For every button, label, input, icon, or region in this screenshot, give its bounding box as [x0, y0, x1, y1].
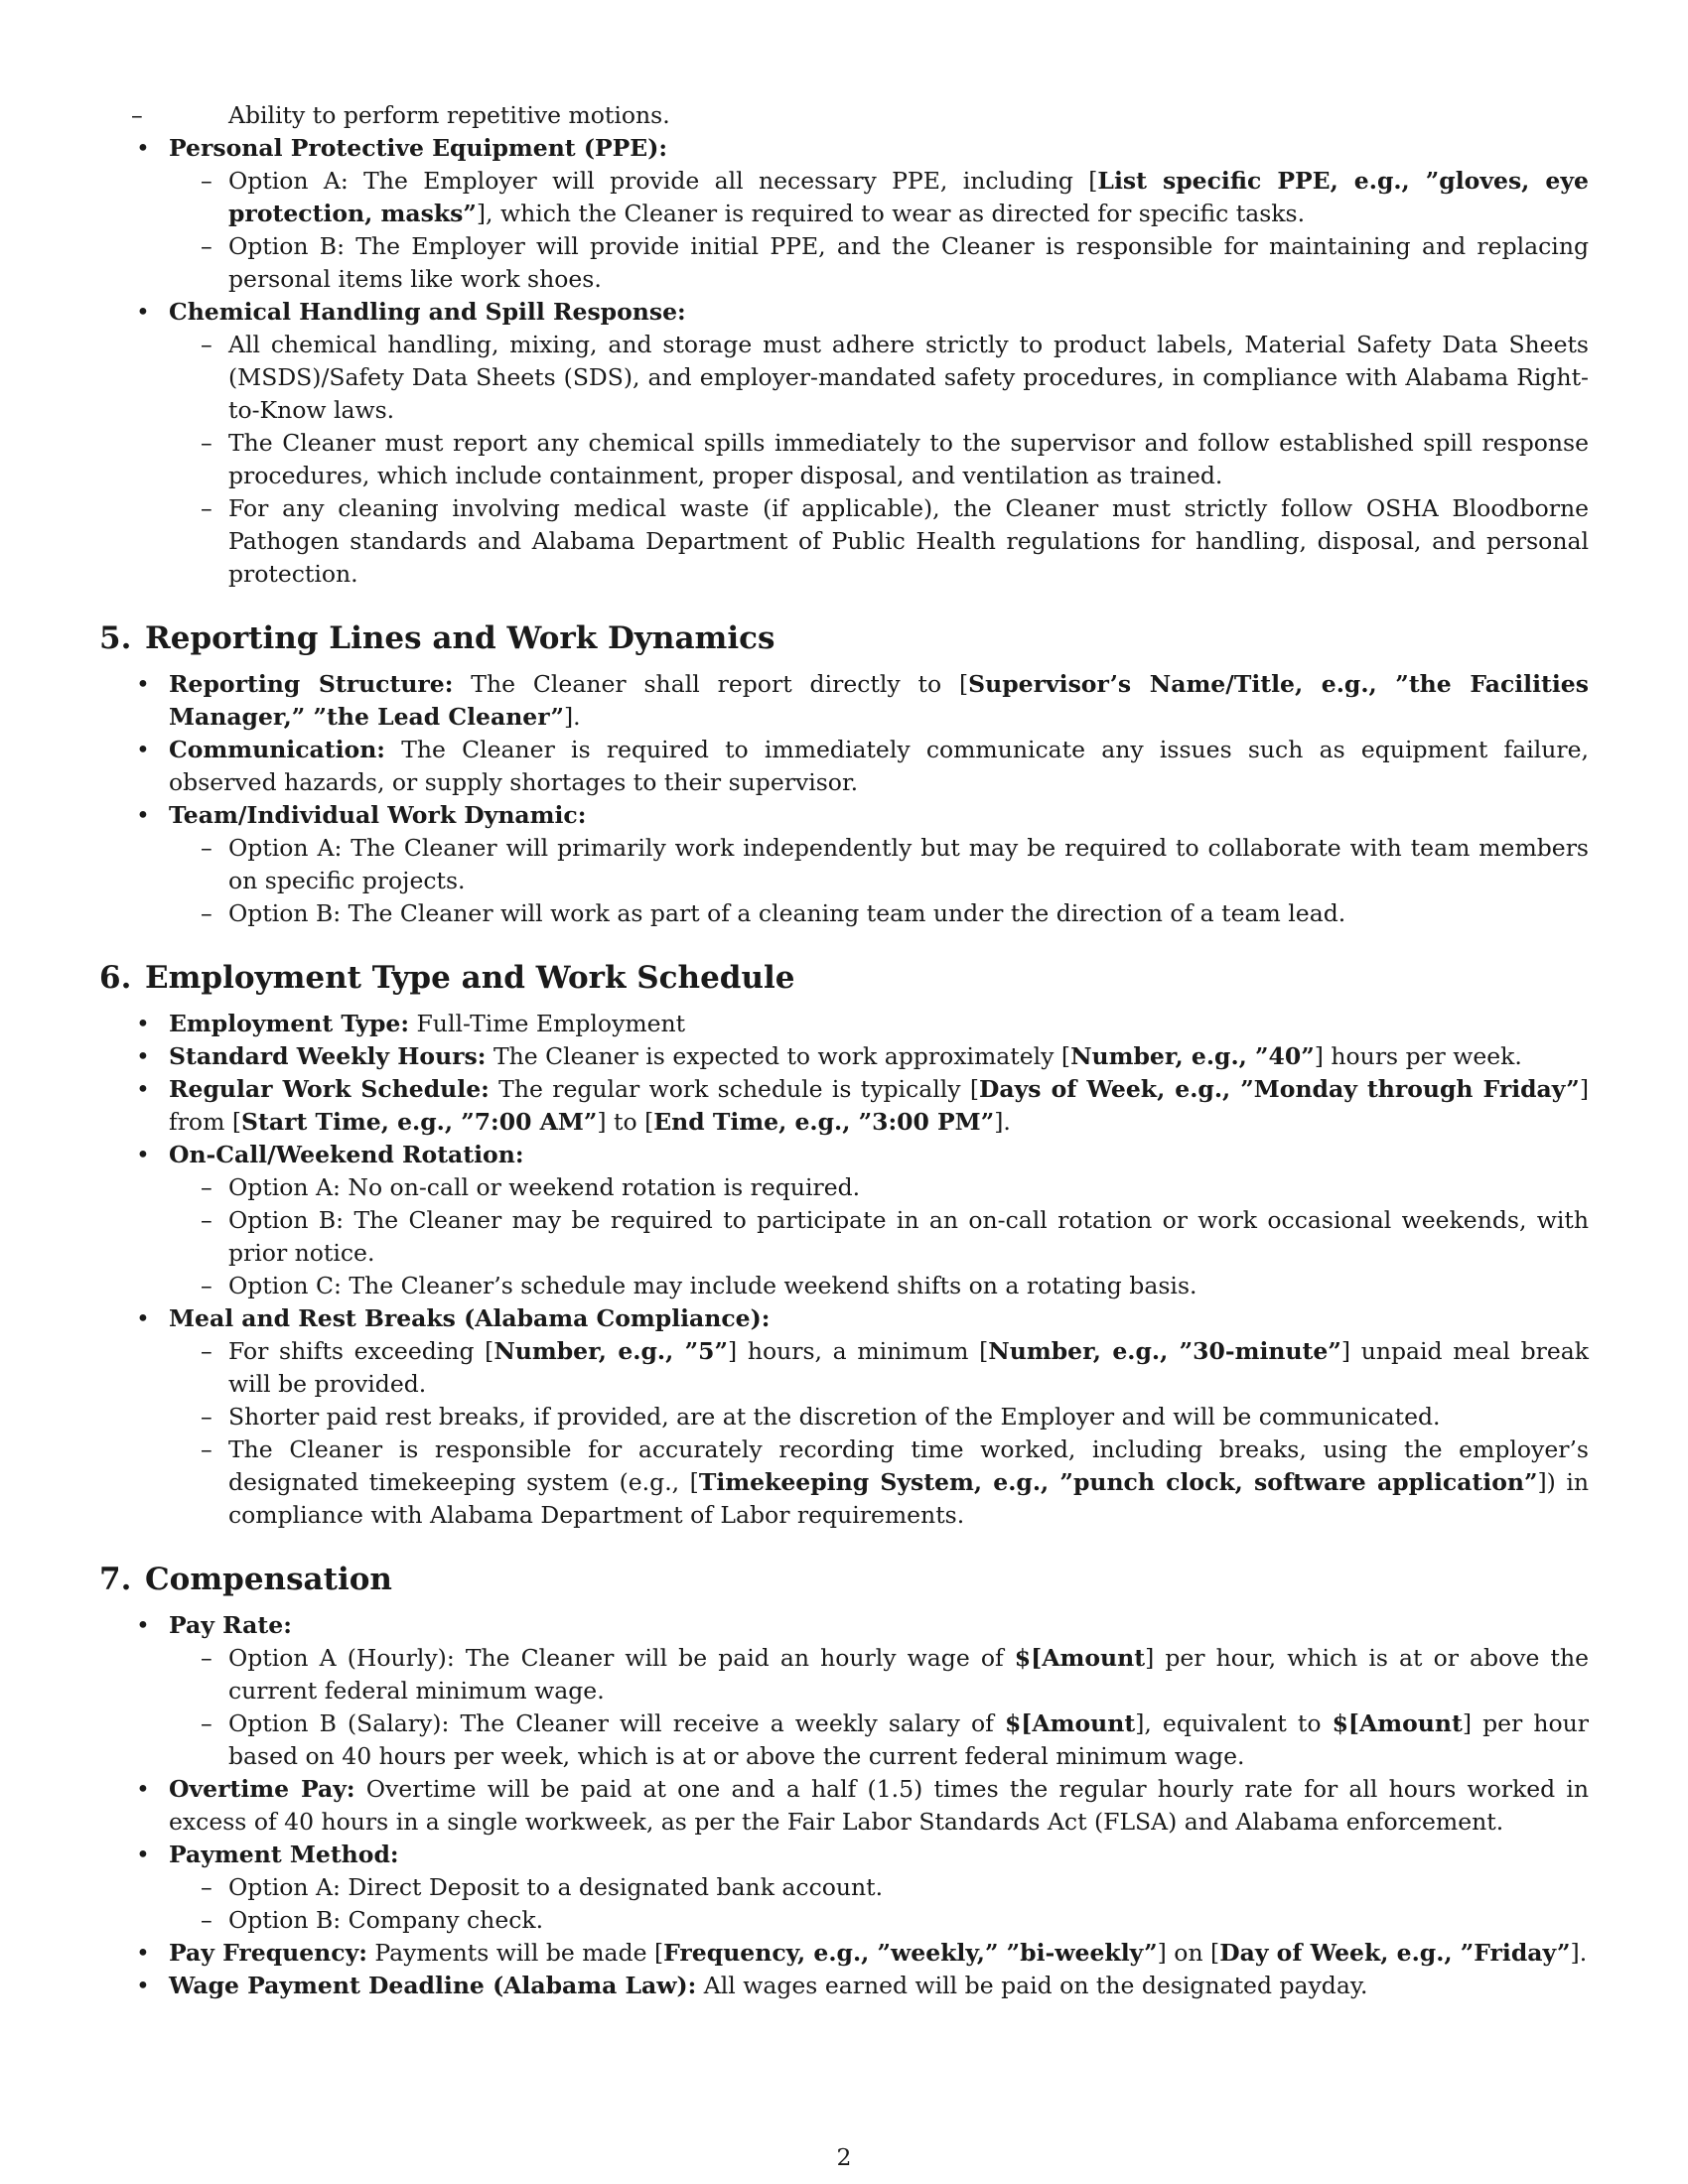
list-item: – Option C: The Cleaner’s schedule may include weekend shifts on a rotating basis.: [169, 1270, 1589, 1302]
chemical-item: [99, 296, 1589, 591]
reporting-item: • Reporting Structure: The Cleaner shall report directly to [Supervisor’s Name/Title, e.g., ”the Facilities Manager,” ”the Lead Cleaner”].: [99, 668, 1589, 734]
page-content: [99, 99, 1589, 2002]
list-item: – Option B: The Employer will provide initial PPE, and the Cleaner is responsible for maintaining and replacing personal items like work shoes.: [169, 230, 1589, 296]
page-number: 2: [836, 2143, 852, 2171]
chemical-options: [169, 329, 1589, 591]
continued-list: [99, 99, 1589, 132]
list-item: – Option A: Direct Deposit to a designated bank account.: [169, 1871, 1589, 1904]
meal-options: [169, 1335, 1589, 1532]
section-heading-5: 5. Reporting Lines and Work Dynamics: [99, 620, 775, 656]
list-item: – Option B: The Cleaner will work as part of a cleaning team under the direction of a team lead.: [169, 897, 1589, 930]
payment-deadline-item: • Wage Payment Deadline (Alabama Law): All wages earned will be paid on the designated payday.: [99, 1970, 1589, 2002]
list-item: – For shifts exceeding [Number, e.g., ”5”] hours, a minimum [Number, e.g., ”30-minute”] unpaid meal break will be provided.: [169, 1335, 1589, 1401]
list-item: – The Cleaner must report any chemical spills immediately to the supervisor and follow established spill response procedures, which include containment, proper disposal, and ventilation as trained.: [169, 427, 1589, 492]
list-item: – The Cleaner is responsible for accurately recording time worked, including breaks, using the employer’s designated timekeeping system (e.g., [Timekeeping System, e.g., ”punch clock, software application”]) in compliance with Alabama Department of Labor requirements.: [169, 1433, 1589, 1532]
section-heading-6: 6. Employment Type and Work Schedule: [99, 960, 795, 996]
safety-list: [99, 132, 1589, 591]
overtime-item: • Overtime Pay: Overtime will be paid at one and a half (1.5) times the regular hourly rate for all hours worked in excess of 40 hours in a single workweek, as per the Fair Labor Standards Act (FLSA) and Alabama enforcement.: [99, 1773, 1589, 1839]
payment-method-options: [169, 1871, 1589, 1937]
chemical-label: Chemical Handling and Spill Response:: [169, 298, 686, 326]
section-5-list: [99, 668, 1589, 930]
pay-rate-item: • Pay Rate: – Option A (Hourly): The Cleaner will be paid an hourly wage of $[Amount] per hour, which is at or above the current federal minimum wage. – Option B (Salary): The Cleaner will receive a weekly salary of $[Amount], equivalent to $[Amount] per hour based on 40 hours per week, which is at or above the current federal minimum wage.: [99, 1609, 1589, 1773]
ppe-options: [169, 165, 1589, 296]
section-6-list: [99, 1008, 1589, 1532]
team-item: • Team/Individual Work Dynamic: – Option A: The Cleaner will primarily work independently but may be required to collaborate with team members on specific projects. – Option B: The Cleaner will work as part of a cleaning team under the direction of a team lead.: [99, 799, 1589, 930]
list-item: – Option B (Salary): The Cleaner will receive a weekly salary of $[Amount], equivalent to $[Amount] per hour based on 40 hours per week, which is at or above the current federal minimum wage.: [169, 1707, 1589, 1773]
weekly-hours-item: • Standard Weekly Hours: The Cleaner is expected to work approximately [Number, e.g., ”40”] hours per week.: [99, 1040, 1589, 1073]
list-item: – Option A: The Cleaner will primarily work independently but may be required to collaborate with team members on specific projects.: [169, 832, 1589, 897]
list-item: – Shorter paid rest breaks, if provided, are at the discretion of the Employer and will be communicated.: [169, 1401, 1589, 1433]
list-item: – Ability to perform repetitive motions.: [99, 99, 1589, 132]
list-item: – Option B: Company check.: [169, 1904, 1589, 1937]
communication-item: • Communication: The Cleaner is required to immediately communicate any issues such as equipment failure, observed hazards, or supply shortages to their supervisor.: [99, 734, 1589, 799]
employment-type-item: • Employment Type: Full-Time Employment: [99, 1008, 1589, 1040]
payment-method-item: • Payment Method: – Option A: Direct Deposit to a designated bank account. – Option B: Company check.: [99, 1839, 1589, 1937]
oncall-item: • On-Call/Weekend Rotation: – Option A: No on-call or weekend rotation is required. – Option B: The Cleaner may be required to participate in an on-call rotation or work occasional weekends, with prior notice. – Option C: The Cleaner’s schedule may include weekend shifts on a rotating basis.: [99, 1139, 1589, 1302]
pay-frequency-item: • Pay Frequency: Payments will be made [Frequency, e.g., ”weekly,” ”bi-weekly”] on [Day of Week, e.g., ”Friday”].: [99, 1937, 1589, 1970]
list-item: – For any cleaning involving medical waste (if applicable), the Cleaner must strictly follow OSHA Bloodborne Pathogen standards and Alabama Department of Public Health regulations for handling, disposal, and personal protection.: [169, 492, 1589, 591]
list-item: – Option B: The Cleaner may be required to participate in an on-call rotation or work occasional weekends, with prior notice.: [169, 1204, 1589, 1270]
list-item: – All chemical handling, mixing, and storage must adhere strictly to product labels, Material Safety Data Sheets (MSDS)/Safety Data Sheets (SDS), and employer-mandated safety procedures, in compliance with Alabama Right-to-Know laws.: [169, 329, 1589, 427]
list-item: – Option A: No on-call or weekend rotation is required.: [169, 1171, 1589, 1204]
ppe-item: [99, 132, 1589, 296]
ppe-label: Personal Protective Equipment (PPE):: [169, 134, 668, 162]
oncall-options: [169, 1171, 1589, 1302]
work-schedule-item: • Regular Work Schedule: The regular work schedule is typically [Days of Week, e.g., ”Monday through Friday”] from [Start Time, e.g., ”7:00 AM”] to [End Time, e.g., ”3:00 PM”].: [99, 1073, 1589, 1139]
team-options: [169, 832, 1589, 930]
list-item: – Option A: The Employer will provide all necessary PPE, including [List specific PPE, e.g., ”gloves, eye protection, masks”], which the Cleaner is required to wear as directed for specific tasks.: [169, 165, 1589, 230]
meal-breaks-item: • Meal and Rest Breaks (Alabama Compliance): – For shifts exceeding [Number, e.g., ”5”] hours, a minimum [Number, e.g., ”30-minute”] unpaid meal break will be provided. – Shorter paid rest breaks, if provided, are at the discretion of the Employer and will be communicated. – The Cleaner is responsible for accurately recording time worked, including breaks, using the employer’s designated timekeeping system (e.g., [Timekeeping System, e.g., ”punch clock, software application”]) in compliance with Alabama Department of Labor requirements.: [99, 1302, 1589, 1532]
section-heading-7: 7. Compensation: [99, 1562, 392, 1597]
section-7-list: [99, 1609, 1589, 2002]
list-item: – Option A (Hourly): The Cleaner will be paid an hourly wage of $[Amount] per hour, which is at or above the current federal minimum wage.: [169, 1642, 1589, 1707]
pay-rate-options: [169, 1642, 1589, 1773]
